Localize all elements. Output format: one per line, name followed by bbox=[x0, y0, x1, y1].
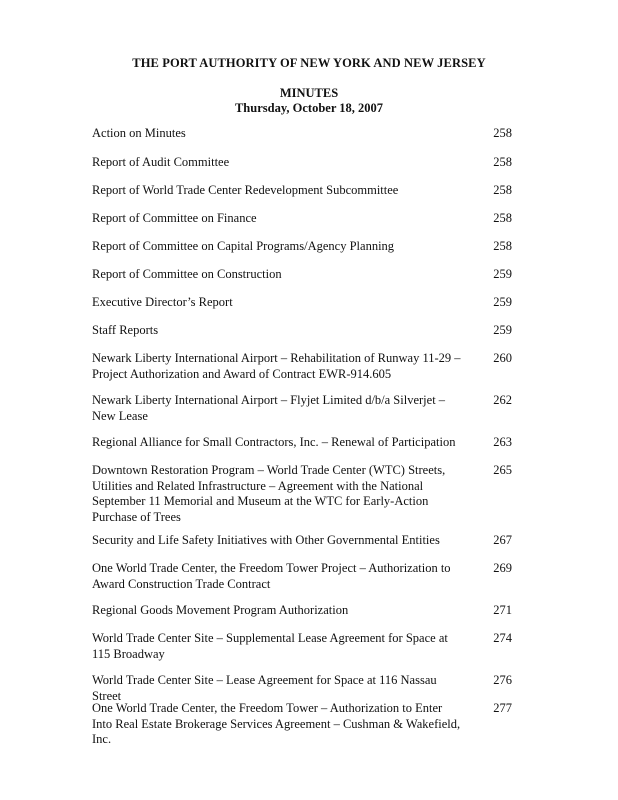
toc-item bbox=[92, 435, 512, 451]
toc-item-page: 259 bbox=[493, 267, 512, 281]
toc-item-page: 269 bbox=[493, 561, 512, 575]
toc-item-page: 276 bbox=[493, 673, 512, 687]
toc-item-text: Report of Committee on Finance bbox=[92, 211, 257, 225]
toc-item-text: Executive Director’s Report bbox=[92, 295, 233, 309]
toc-item-page: 258 bbox=[493, 211, 512, 225]
toc-item-page: 258 bbox=[493, 183, 512, 197]
toc-item-page: 258 bbox=[493, 126, 512, 140]
toc-item bbox=[92, 631, 512, 662]
toc-item bbox=[92, 183, 512, 199]
toc-item-text: Staff Reports bbox=[92, 323, 159, 337]
toc-item-page: 263 bbox=[493, 435, 512, 449]
toc-item-text: One World Trade Center, the Freedom Tower Project – Authorization to Award Construction Trade Contract bbox=[92, 561, 451, 591]
toc-item bbox=[92, 323, 512, 339]
toc-item-page: 259 bbox=[493, 323, 512, 337]
toc-item-page: 262 bbox=[493, 393, 512, 407]
toc-item bbox=[92, 701, 512, 748]
toc-item-text: Newark Liberty International Airport – Flyjet Limited d/b/a Silverjet – New Lease bbox=[92, 393, 446, 423]
toc-item-page: 258 bbox=[493, 239, 512, 253]
toc-item bbox=[92, 267, 512, 283]
toc-item-text: Regional Alliance for Small Contractors, Inc. – Renewal of Participation bbox=[92, 435, 456, 449]
toc-item bbox=[92, 561, 512, 592]
toc-item-text: Security and Life Safety Initiatives with Other Governmental Entities bbox=[92, 533, 440, 547]
toc-item-text: Report of Committee on Construction bbox=[92, 267, 282, 281]
toc-item bbox=[92, 673, 512, 704]
toc-item bbox=[92, 351, 512, 382]
toc-item bbox=[92, 211, 512, 227]
toc-item bbox=[92, 603, 512, 619]
toc-item-text: Report of World Trade Center Redevelopment Subcommittee bbox=[92, 183, 399, 197]
toc-item-text: Regional Goods Movement Program Authorization bbox=[92, 603, 349, 617]
toc-item-text: World Trade Center Site – Supplemental Lease Agreement for Space at 115 Broadway bbox=[92, 631, 448, 661]
toc-item-page: 267 bbox=[493, 533, 512, 547]
toc-item-text: Downtown Restoration Program – World Trade Center (WTC) Streets, Utilities and Related Infrastructure – Agreement with the National September 11 Memorial and Museum at the WTC for Early-Action Purchase of Trees bbox=[92, 463, 446, 524]
toc-item-text: World Trade Center Site – Lease Agreement for Space at 116 Nassau Street bbox=[92, 673, 437, 703]
toc-item-page: 271 bbox=[493, 603, 512, 617]
toc-item bbox=[92, 155, 512, 171]
document-title: MINUTES bbox=[279, 86, 339, 100]
toc-item-page: 277 bbox=[493, 701, 512, 715]
meeting-date: Thursday, October 18, 2007 bbox=[234, 101, 384, 115]
toc-item bbox=[92, 393, 512, 424]
toc-item bbox=[92, 463, 512, 525]
toc-item-text: Report of Audit Committee bbox=[92, 155, 230, 169]
toc-item bbox=[92, 126, 512, 142]
toc-item-text: Newark Liberty International Airport – Rehabilitation of Runway 11-29 – Project Authorization and Award of Contract EWR-914.605 bbox=[92, 351, 461, 381]
toc-item-text: Report of Committee on Capital Programs/Agency Planning bbox=[92, 239, 395, 253]
toc-item-page: 260 bbox=[493, 351, 512, 365]
toc-item-text: One World Trade Center, the Freedom Tower – Authorization to Enter Into Real Estate Brokerage Services Agreement – Cushman & Wakefield, Inc. bbox=[92, 701, 461, 746]
toc-item-page: 274 bbox=[493, 631, 512, 645]
toc-item bbox=[92, 295, 512, 311]
toc-item-page: 265 bbox=[493, 463, 512, 477]
toc-item-text: Action on Minutes bbox=[92, 126, 186, 140]
toc-item bbox=[92, 533, 512, 549]
organization-title: THE PORT AUTHORITY OF NEW YORK AND NEW JERSEY bbox=[132, 56, 486, 70]
toc-item bbox=[92, 239, 512, 255]
toc-item-page: 258 bbox=[493, 155, 512, 169]
toc-item-page: 259 bbox=[493, 295, 512, 309]
